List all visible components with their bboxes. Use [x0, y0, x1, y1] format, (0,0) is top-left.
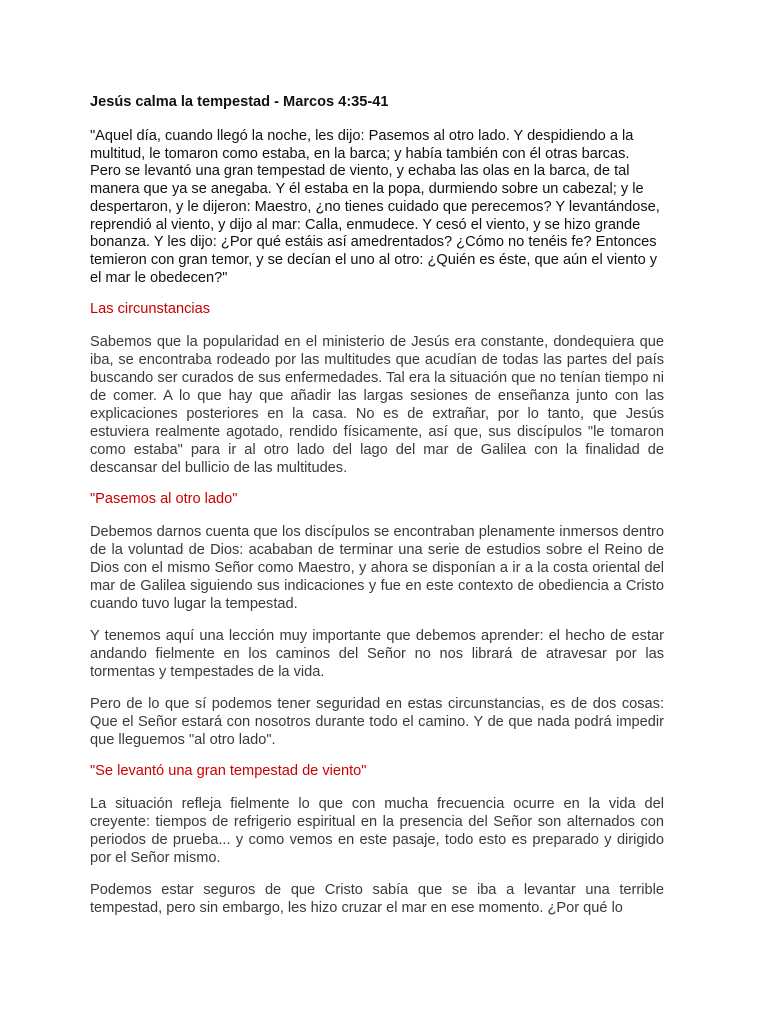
paragraph: Podemos estar seguros de que Cristo sabía que se iba a levantar una terrible tempestad, pero sin embargo, les hizo cruzar el mar en ese momento. ¿Por qué lo [90, 882, 664, 917]
section-heading-tempestad: "Se levantó una gran tempestad de viento" [90, 763, 367, 780]
paragraph: Y tenemos aquí una lección muy importante que debemos aprender: el hecho de estar andando fielmente en los caminos del Señor no nos librará de atravesar por las tormentas y tempestades de la vida. [90, 628, 664, 681]
section-heading-circunstancias: Las circunstancias [90, 301, 211, 318]
paragraph: La situación refleja fielmente lo que con mucha frecuencia ocurre en la vida del creyente: tiempos de refrigerio espiritual en la presencia del Señor son alternados con periodos de prueba... y como vemos en este pasaje, todo esto es preparado y dirigido por el Señor mismo. [90, 796, 664, 867]
document-page [90, 94, 664, 917]
document-title: Jesús calma la tempestad - Marcos 4:35-41 [90, 94, 389, 110]
scripture-quote: "Aquel día, cuando llegó la noche, les dijo: Pasemos al otro lado. Y despidiendo a la multitud, le tomaron como estaba, en la barca; y había también con él otras barcas. Pero se levantó una gran tempestad de viento, y echaba las olas en la barca, de tal manera que ya se anegaba. Y él estaba en la popa, durmiendo sobre un cabezal; y le despertaron, y le dijeron: Maestro, ¿no tienes cuidado que perecemos? Y levantándose, reprendió al viento, y dijo al mar: Calla, enmudece. Y cesó el viento, y se hizo grande bonanza. Y les dijo: ¿Por qué estáis así amedrentados? ¿Cómo no tenéis fe? Entonces temieron con gran temor, y se decían el uno al otro: ¿Quién es éste, que aún el viento y el mar le obedecen?" [90, 128, 660, 286]
paragraph: Debemos darnos cuenta que los discípulos se encontraban plenamente inmersos dentro de la voluntad de Dios: acababan de terminar una serie de estudios sobre el Reino de Dios con el mismo Señor como Maestro, y ahora se disponían a ir a la costa oriental del mar de Galilea siguiendo sus indicaciones y fue en este contexto de obediencia a Cristo cuando tuvo lugar la tempestad. [90, 524, 664, 613]
paragraph: Pero de lo que sí podemos tener seguridad en estas circunstancias, es de dos cosas: Que el Señor estará con nosotros durante todo el camino. Y de que nada podrá impedir que lleguemos "al otro lado". [90, 696, 664, 749]
section-heading-otro-lado: "Pasemos al otro lado" [90, 491, 238, 508]
paragraph: Sabemos que la popularidad en el ministerio de Jesús era constante, dondequiera que iba, se encontraba rodeado por las multitudes que acudían de todas las partes del país buscando ser curados de sus enfermedades. Tal era la situación que no tenían tiempo ni de comer. A lo que hay que añadir las largas sesiones de enseñanza junto con las explicaciones posteriores en la casa. No es de extrañar, por lo tanto, que Jesús estuviera realmente agotado, rendido físicamente, así que, sus discípulos "le tomaron como estaba" para ir al otro lado del lago del mar de Galilea con la finalidad de descansar del bullicio de las multitudes. [90, 334, 664, 477]
